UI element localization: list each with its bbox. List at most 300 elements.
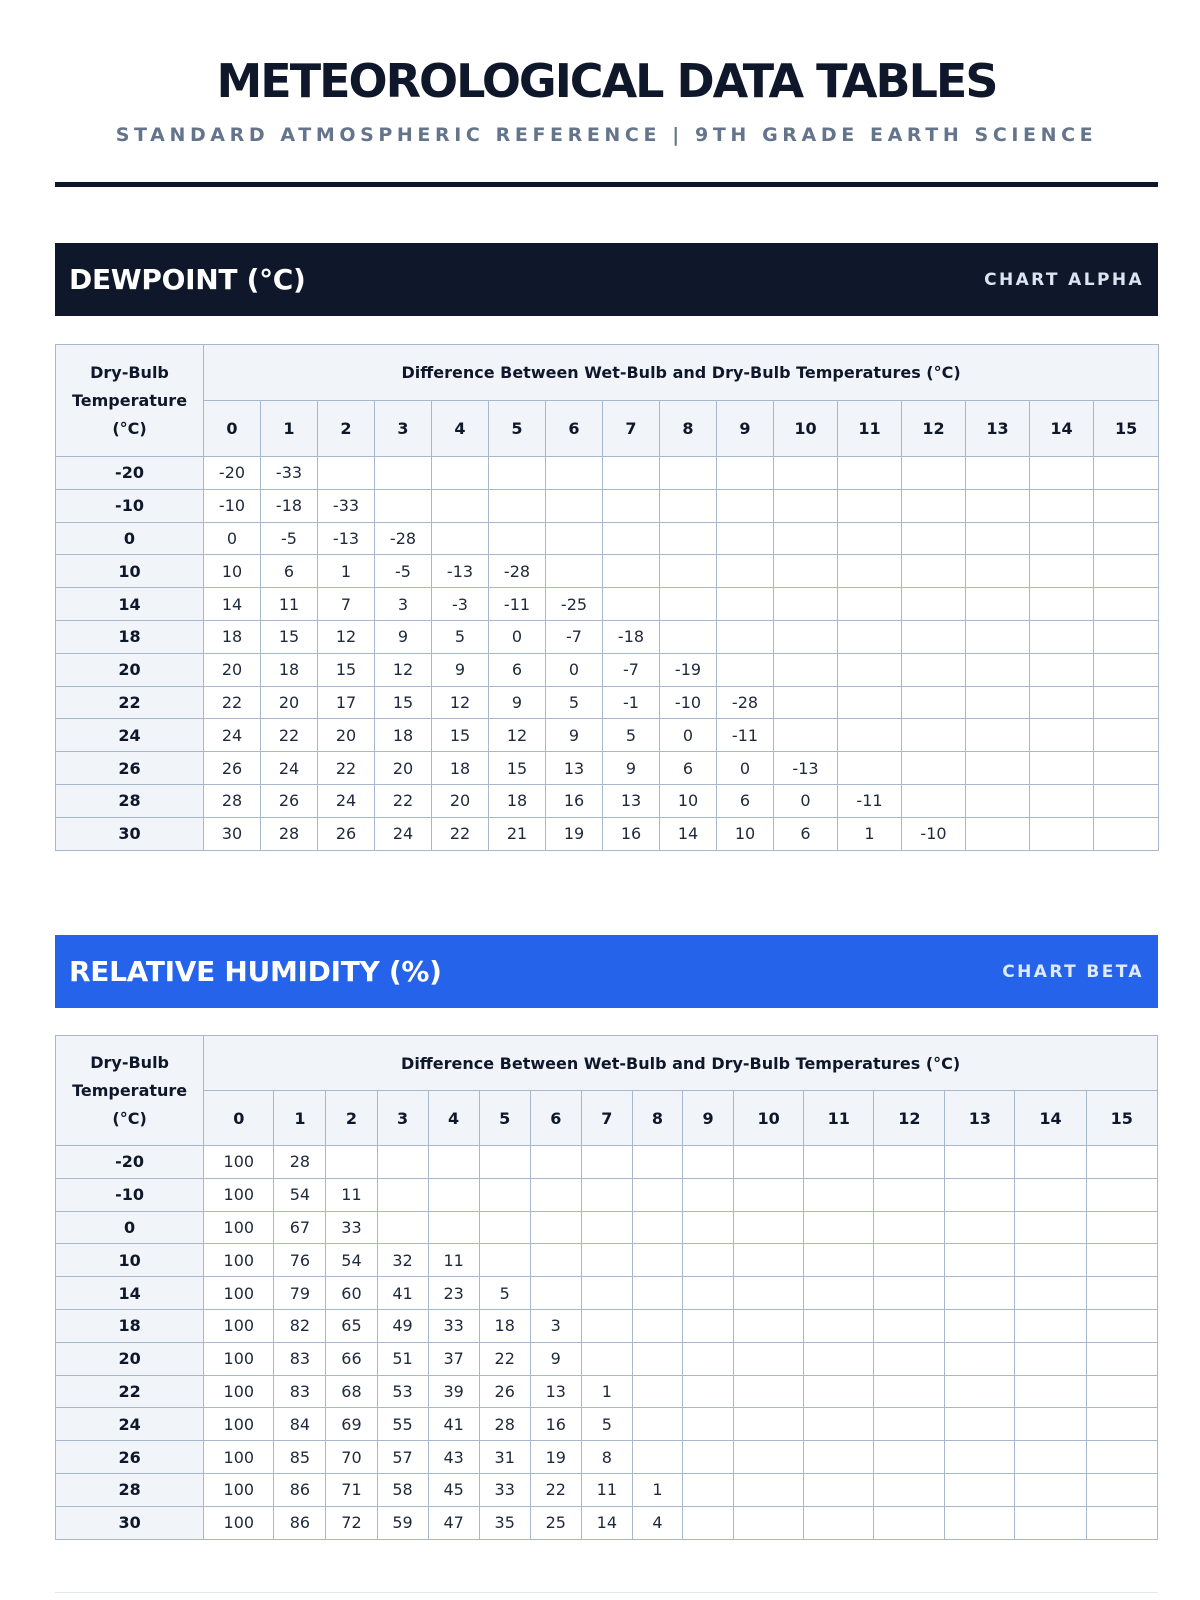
- table-cell: [945, 1473, 1015, 1506]
- table-cell: [838, 719, 902, 752]
- table-cell: [1094, 719, 1159, 752]
- table-row: [56, 686, 1159, 719]
- table-cell: -11: [717, 719, 774, 752]
- table-cell: [1015, 1408, 1086, 1441]
- table-cell: 14: [581, 1506, 632, 1539]
- table-cell: 43: [428, 1441, 479, 1474]
- column-header: 5: [479, 1091, 530, 1146]
- table-cell: [682, 1244, 733, 1277]
- table-cell: 11: [326, 1178, 377, 1211]
- table-cell: 47: [428, 1506, 479, 1539]
- table-cell: 20: [204, 653, 261, 686]
- table-cell: [945, 1309, 1015, 1342]
- table-cell: -10: [660, 686, 717, 719]
- table-cell: [1015, 1342, 1086, 1375]
- table-cell: [717, 653, 774, 686]
- dewpoint-table: [55, 344, 1159, 851]
- table-cell: [1030, 457, 1094, 490]
- table-cell: [774, 620, 838, 653]
- table-cell: [804, 1441, 874, 1474]
- table-cell: [966, 457, 1030, 490]
- table-row: [56, 1178, 1158, 1211]
- table-cell: 14: [204, 588, 261, 621]
- row-header: 26: [56, 1441, 204, 1474]
- table-cell: [581, 1309, 632, 1342]
- table-cell: 71: [326, 1473, 377, 1506]
- table-cell: 15: [432, 719, 489, 752]
- column-header: 12: [874, 1091, 945, 1146]
- row-header: 14: [56, 1277, 204, 1310]
- table-cell: 54: [274, 1178, 326, 1211]
- column-header: 3: [377, 1091, 428, 1146]
- table-cell: 19: [546, 817, 603, 850]
- table-cell: [804, 1375, 874, 1408]
- table-cell: [717, 489, 774, 522]
- table-body: [56, 1146, 1158, 1540]
- table-cell: 7: [318, 588, 375, 621]
- table-cell: [734, 1211, 804, 1244]
- table-cell: -33: [318, 489, 375, 522]
- table-cell: 33: [479, 1473, 530, 1506]
- table-cell: [1030, 752, 1094, 785]
- table-cell: 18: [489, 784, 546, 817]
- dewpoint-banner: [55, 243, 1158, 316]
- table-cell: [682, 1277, 733, 1310]
- table-cell: 86: [274, 1473, 326, 1506]
- table-cell: 53: [377, 1375, 428, 1408]
- table-cell: 26: [479, 1375, 530, 1408]
- table-cell: [838, 620, 902, 653]
- table-cell: [874, 1277, 945, 1310]
- table-cell: -1: [603, 686, 660, 719]
- table-cell: [546, 457, 603, 490]
- column-header: 9: [717, 401, 774, 457]
- table-cell: [1094, 588, 1159, 621]
- table-cell: [1094, 686, 1159, 719]
- table-row: [56, 1473, 1158, 1506]
- table-cell: 84: [274, 1408, 326, 1441]
- table-cell: [874, 1211, 945, 1244]
- table-cell: [1030, 522, 1094, 555]
- table-cell: [1030, 784, 1094, 817]
- row-header: 18: [56, 1309, 204, 1342]
- table-row: [56, 752, 1159, 785]
- table-cell: [1015, 1309, 1086, 1342]
- table-cell: [945, 1211, 1015, 1244]
- table-cell: [1086, 1342, 1157, 1375]
- table-cell: 11: [428, 1244, 479, 1277]
- table-cell: [479, 1146, 530, 1179]
- table-cell: 28: [204, 784, 261, 817]
- table-cell: 70: [326, 1441, 377, 1474]
- table-cell: [966, 784, 1030, 817]
- table-row: [56, 1244, 1158, 1277]
- table-cell: [632, 1342, 682, 1375]
- table-row: [56, 1277, 1158, 1310]
- table-cell: 37: [428, 1342, 479, 1375]
- table-cell: [1094, 752, 1159, 785]
- table-cell: 6: [717, 784, 774, 817]
- table-cell: [774, 489, 838, 522]
- table-cell: [966, 817, 1030, 850]
- table-cell: 25: [530, 1506, 581, 1539]
- table-cell: [804, 1146, 874, 1179]
- table-cell: [945, 1342, 1015, 1375]
- table-cell: 33: [428, 1309, 479, 1342]
- table-cell: 6: [489, 653, 546, 686]
- table-cell: [1086, 1473, 1157, 1506]
- table-cell: 12: [375, 653, 432, 686]
- table-cell: 100: [204, 1244, 274, 1277]
- table-cell: 5: [581, 1408, 632, 1441]
- table-cell: [1015, 1375, 1086, 1408]
- table-cell: [660, 522, 717, 555]
- table-cell: 66: [326, 1342, 377, 1375]
- table-cell: 24: [318, 784, 375, 817]
- dewpoint-title: DEWPOINT (°C): [69, 263, 306, 296]
- table-cell: [660, 588, 717, 621]
- table-cell: -10: [204, 489, 261, 522]
- table-cell: [717, 555, 774, 588]
- row-header: 22: [56, 686, 204, 719]
- table-cell: 41: [428, 1408, 479, 1441]
- table-cell: [734, 1146, 804, 1179]
- table-row: [56, 489, 1159, 522]
- table-cell: -28: [717, 686, 774, 719]
- table-cell: 51: [377, 1342, 428, 1375]
- table-cell: [945, 1244, 1015, 1277]
- table-cell: [1086, 1375, 1157, 1408]
- table-cell: 22: [530, 1473, 581, 1506]
- table-cell: 100: [204, 1506, 274, 1539]
- table-cell: [804, 1408, 874, 1441]
- table-cell: [375, 489, 432, 522]
- dry-bulb-header-line: Dry-Bulb: [90, 362, 169, 382]
- table-cell: [632, 1441, 682, 1474]
- column-header: 10: [774, 401, 838, 457]
- table-cell: [1030, 555, 1094, 588]
- table-cell: [774, 522, 838, 555]
- table-cell: [581, 1277, 632, 1310]
- table-cell: -7: [546, 620, 603, 653]
- table-cell: [1086, 1408, 1157, 1441]
- table-cell: 15: [375, 686, 432, 719]
- table-cell: [432, 457, 489, 490]
- table-cell: [717, 620, 774, 653]
- row-header: 0: [56, 1211, 204, 1244]
- table-cell: [660, 457, 717, 490]
- table-cell: [734, 1375, 804, 1408]
- table-cell: 22: [318, 752, 375, 785]
- table-cell: 5: [603, 719, 660, 752]
- table-cell: [1086, 1211, 1157, 1244]
- table-cell: [734, 1244, 804, 1277]
- table-cell: 0: [660, 719, 717, 752]
- table-cell: -19: [660, 653, 717, 686]
- column-header: 14: [1030, 401, 1094, 457]
- table-cell: 18: [261, 653, 318, 686]
- table-cell: [838, 457, 902, 490]
- table-cell: 12: [432, 686, 489, 719]
- table-cell: [603, 588, 660, 621]
- table-cell: 21: [489, 817, 546, 850]
- footer-divider: [55, 1592, 1158, 1593]
- table-cell: [838, 653, 902, 686]
- table-cell: 85: [274, 1441, 326, 1474]
- table-cell: [546, 522, 603, 555]
- table-cell: [774, 686, 838, 719]
- table-cell: 22: [204, 686, 261, 719]
- column-header: 2: [326, 1091, 377, 1146]
- table-row: [56, 1309, 1158, 1342]
- table-row: [56, 653, 1159, 686]
- table-cell: 16: [546, 784, 603, 817]
- table-cell: [1086, 1146, 1157, 1179]
- table-cell: [1015, 1146, 1086, 1179]
- table-cell: -5: [261, 522, 318, 555]
- table-cell: 1: [318, 555, 375, 588]
- table-cell: [717, 457, 774, 490]
- table-cell: [945, 1506, 1015, 1539]
- table-cell: -11: [489, 588, 546, 621]
- table-cell: [804, 1277, 874, 1310]
- column-header: 14: [1015, 1091, 1086, 1146]
- table-cell: [1094, 489, 1159, 522]
- table-cell: [682, 1408, 733, 1441]
- dry-bulb-header-line: Dry-Bulb: [90, 1052, 169, 1072]
- table-cell: [774, 555, 838, 588]
- table-cell: [966, 719, 1030, 752]
- table-cell: [632, 1146, 682, 1179]
- table-cell: 3: [375, 588, 432, 621]
- table-cell: 5: [432, 620, 489, 653]
- table-cell: [734, 1473, 804, 1506]
- table-cell: [966, 489, 1030, 522]
- table-cell: 15: [318, 653, 375, 686]
- table-cell: 22: [479, 1342, 530, 1375]
- page-title: METEOROLOGICAL DATA TABLES: [216, 54, 997, 108]
- table-cell: [966, 588, 1030, 621]
- table-cell: 5: [479, 1277, 530, 1310]
- table-cell: 69: [326, 1408, 377, 1441]
- humidity-chart-tag: CHART BETA: [1002, 961, 1144, 982]
- table-cell: [1086, 1178, 1157, 1211]
- table-cell: [902, 489, 966, 522]
- table-cell: 79: [274, 1277, 326, 1310]
- table-cell: 32: [377, 1244, 428, 1277]
- table-cell: [603, 555, 660, 588]
- table-cell: [1086, 1309, 1157, 1342]
- table-cell: 24: [375, 817, 432, 850]
- column-header: 13: [966, 401, 1030, 457]
- table-cell: [428, 1211, 479, 1244]
- table-cell: 12: [318, 620, 375, 653]
- table-cell: 67: [274, 1211, 326, 1244]
- table-cell: [966, 752, 1030, 785]
- table-cell: 22: [261, 719, 318, 752]
- table-cell: [804, 1309, 874, 1342]
- row-header: -20: [56, 457, 204, 490]
- table-cell: 45: [428, 1473, 479, 1506]
- table-cell: [1094, 522, 1159, 555]
- table-cell: [632, 1408, 682, 1441]
- table-cell: 1: [838, 817, 902, 850]
- table-cell: [838, 588, 902, 621]
- table-cell: [902, 588, 966, 621]
- row-header: 0: [56, 522, 204, 555]
- table-row: [56, 1408, 1158, 1441]
- table-cell: [1094, 653, 1159, 686]
- table-cell: [874, 1342, 945, 1375]
- table-cell: 18: [432, 752, 489, 785]
- table-cell: 33: [326, 1211, 377, 1244]
- table-cell: 13: [530, 1375, 581, 1408]
- table-cell: 68: [326, 1375, 377, 1408]
- row-header: 24: [56, 1408, 204, 1441]
- table-cell: [530, 1211, 581, 1244]
- row-header: 14: [56, 588, 204, 621]
- table-cell: [874, 1178, 945, 1211]
- table-cell: 100: [204, 1375, 274, 1408]
- table-row: [56, 620, 1159, 653]
- table-cell: [1015, 1441, 1086, 1474]
- column-header: 11: [838, 401, 902, 457]
- table-cell: [682, 1473, 733, 1506]
- table-cell: 0: [546, 653, 603, 686]
- row-header: -10: [56, 1178, 204, 1211]
- table-cell: 72: [326, 1506, 377, 1539]
- table-cell: 28: [479, 1408, 530, 1441]
- column-header-row: [56, 1091, 1158, 1146]
- table-cell: [479, 1211, 530, 1244]
- table-cell: 100: [204, 1211, 274, 1244]
- table-cell: [682, 1146, 733, 1179]
- table-cell: 100: [204, 1342, 274, 1375]
- table-row: [56, 555, 1159, 588]
- table-cell: [632, 1244, 682, 1277]
- table-cell: 20: [375, 752, 432, 785]
- table-cell: [326, 1146, 377, 1179]
- table-cell: [874, 1309, 945, 1342]
- table-cell: [1086, 1506, 1157, 1539]
- table-cell: [377, 1178, 428, 1211]
- table-cell: 13: [603, 784, 660, 817]
- dry-bulb-header: [56, 345, 204, 457]
- table-cell: [530, 1146, 581, 1179]
- table-cell: 6: [774, 817, 838, 850]
- table-cell: 8: [581, 1441, 632, 1474]
- column-header: 6: [530, 1091, 581, 1146]
- table-cell: -11: [838, 784, 902, 817]
- table-cell: [966, 653, 1030, 686]
- table-cell: 1: [632, 1473, 682, 1506]
- table-cell: [734, 1506, 804, 1539]
- table-cell: -13: [774, 752, 838, 785]
- column-header: 3: [375, 401, 432, 457]
- table-cell: 59: [377, 1506, 428, 1539]
- table-cell: [966, 620, 1030, 653]
- difference-header: Difference Between Wet-Bulb and Dry-Bulb Temperatures (°C): [204, 345, 1159, 401]
- table-cell: [318, 457, 375, 490]
- table-row: [56, 1375, 1158, 1408]
- table-cell: [902, 522, 966, 555]
- table-cell: 20: [318, 719, 375, 752]
- table-cell: 41: [377, 1277, 428, 1310]
- table-cell: -3: [432, 588, 489, 621]
- table-cell: 0: [717, 752, 774, 785]
- table-cell: [1015, 1178, 1086, 1211]
- table-cell: [1094, 620, 1159, 653]
- table-cell: [682, 1309, 733, 1342]
- dry-bulb-header-line: Temperature: [71, 390, 188, 410]
- table-cell: [945, 1178, 1015, 1211]
- table-cell: 28: [261, 817, 318, 850]
- table-cell: [530, 1277, 581, 1310]
- table-cell: [489, 522, 546, 555]
- table-cell: [632, 1277, 682, 1310]
- table-cell: [1015, 1473, 1086, 1506]
- table-cell: [581, 1211, 632, 1244]
- table-cell: -18: [603, 620, 660, 653]
- table-cell: 13: [546, 752, 603, 785]
- table-cell: [1094, 457, 1159, 490]
- table-cell: -5: [375, 555, 432, 588]
- column-header: 2: [318, 401, 375, 457]
- table-cell: [874, 1408, 945, 1441]
- table-cell: [1030, 719, 1094, 752]
- table-cell: [1094, 555, 1159, 588]
- table-cell: 31: [479, 1441, 530, 1474]
- table-cell: 24: [261, 752, 318, 785]
- table-cell: 100: [204, 1309, 274, 1342]
- table-cell: [966, 555, 1030, 588]
- table-cell: [804, 1506, 874, 1539]
- table-cell: [874, 1146, 945, 1179]
- table-cell: 26: [204, 752, 261, 785]
- table-row: [56, 1146, 1158, 1179]
- table-cell: [1030, 588, 1094, 621]
- column-header: 1: [274, 1091, 326, 1146]
- page-header: [55, 0, 1158, 188]
- table-cell: 10: [660, 784, 717, 817]
- table-cell: [874, 1473, 945, 1506]
- table-cell: [774, 457, 838, 490]
- table-cell: -10: [902, 817, 966, 850]
- table-cell: 54: [326, 1244, 377, 1277]
- table-cell: [774, 588, 838, 621]
- column-header: 9: [682, 1091, 733, 1146]
- table-cell: 55: [377, 1408, 428, 1441]
- table-cell: [682, 1375, 733, 1408]
- table-cell: 23: [428, 1277, 479, 1310]
- table-cell: [632, 1211, 682, 1244]
- table-cell: -7: [603, 653, 660, 686]
- page-subtitle: STANDARD ATMOSPHERIC REFERENCE | 9TH GRADE EARTH SCIENCE: [115, 124, 1098, 146]
- row-header: 30: [56, 817, 204, 850]
- table-cell: [603, 457, 660, 490]
- table-cell: [581, 1178, 632, 1211]
- table-cell: [902, 719, 966, 752]
- table-cell: 49: [377, 1309, 428, 1342]
- table-cell: [432, 522, 489, 555]
- table-cell: [1030, 620, 1094, 653]
- table-cell: 1: [581, 1375, 632, 1408]
- table-cell: [632, 1178, 682, 1211]
- table-row: [56, 1211, 1158, 1244]
- table-cell: [838, 555, 902, 588]
- table-cell: [682, 1211, 733, 1244]
- table-cell: [428, 1178, 479, 1211]
